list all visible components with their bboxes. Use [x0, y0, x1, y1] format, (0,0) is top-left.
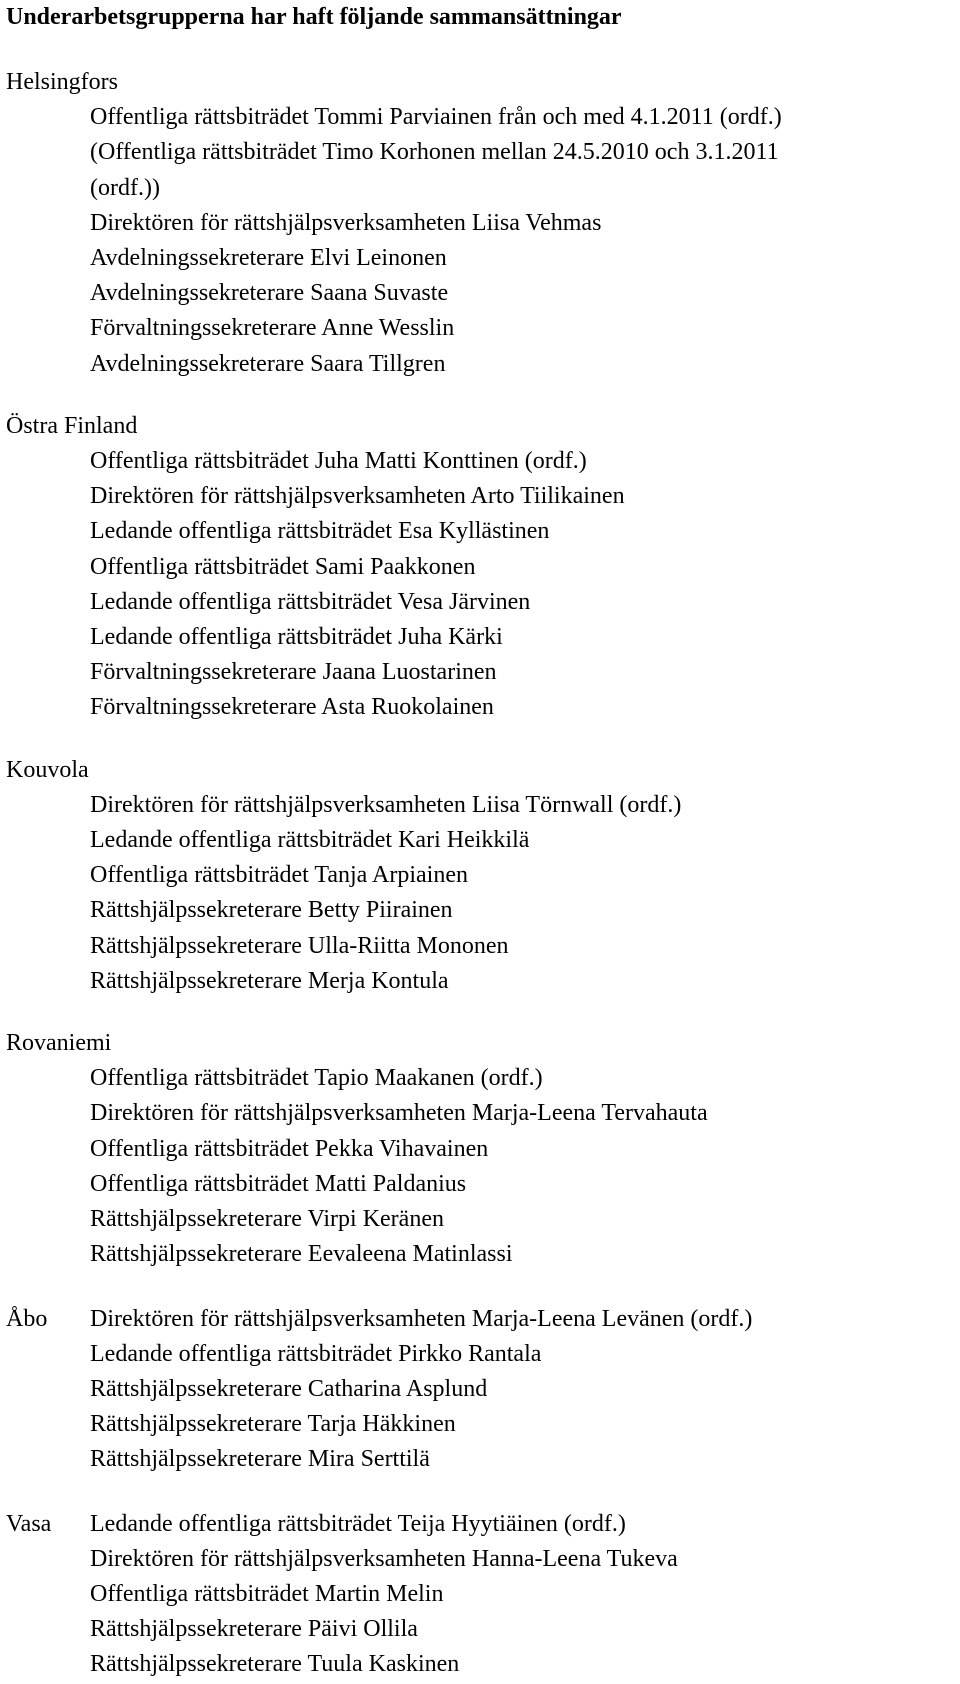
member-item: Förvaltningssekreterare Anne Wesslin [90, 315, 455, 342]
member-item: Offentliga rättsbiträdet Martin Melin [90, 1580, 444, 1607]
member-list [6, 1061, 956, 1272]
member-item: Ledande offentliga rättsbiträdet Vesa Järvinen [90, 588, 531, 615]
member-item: (Offentliga rättsbiträdet Timo Korhonen mellan 24.5.2010 och 3.1.2011 [90, 139, 779, 166]
member-list [90, 1507, 678, 1683]
document-heading: Underarbetsgrupperna har haft följande sammansättningar [6, 4, 622, 30]
member-list [6, 788, 956, 999]
region-title: Vasa [6, 1510, 52, 1537]
member-item: Ledande offentliga rättsbiträdet Teija Hyytiäinen (ordf.) [90, 1510, 626, 1537]
member-item: Offentliga rättsbiträdet Pekka Vihavainen [90, 1135, 489, 1162]
member-item: Offentliga rättsbiträdet Sami Paakkonen [90, 553, 476, 580]
region-title: Helsingfors [6, 69, 118, 95]
member-item: Förvaltningssekreterare Asta Ruokolainen [90, 694, 494, 721]
member-item: (ordf.)) [90, 174, 160, 201]
region-ostra-finland [6, 409, 956, 726]
member-list [6, 100, 956, 382]
member-item: Offentliga rättsbiträdet Tommi Parviainen från och med 4.1.2011 (ordf.) [90, 104, 782, 131]
member-item: Direktören för rättshjälpsverksamheten Arto Tiilikainen [90, 483, 625, 510]
region-title: Östra Finland [6, 412, 138, 439]
document [6, 0, 956, 1683]
member-list [90, 1302, 752, 1478]
member-item: Rättshjälpssekreterare Ulla-Riitta Mononen [90, 932, 509, 959]
member-item: Avdelningssekreterare Saana Suvaste [90, 280, 449, 307]
member-item: Offentliga rättsbiträdet Juha Matti Konttinen (ordf.) [90, 448, 587, 475]
member-item: Avdelningssekreterare Elvi Leinonen [90, 245, 447, 272]
member-item: Direktören för rättshjälpsverksamheten Liisa Vehmas [90, 209, 602, 236]
member-item: Direktören för rättshjälpsverksamheten Hanna-Leena Tukeva [90, 1545, 678, 1572]
member-list [6, 444, 956, 726]
region-rovaniemi [6, 1026, 956, 1272]
region-abo [6, 1302, 956, 1478]
region-kouvola [6, 753, 956, 999]
member-item: Rättshjälpssekreterare Catharina Asplund [90, 1375, 488, 1402]
member-item: Direktören för rättshjälpsverksamheten Marja-Leena Tervahauta [90, 1100, 708, 1127]
member-item: Offentliga rättsbiträdet Tapio Maakanen (ordf.) [90, 1065, 543, 1092]
member-item: Rättshjälpssekreterare Merja Kontula [90, 967, 449, 994]
member-item: Rättshjälpssekreterare Eevaleena Matinlassi [90, 1241, 513, 1268]
region-title: Kouvola [6, 756, 89, 783]
member-item: Offentliga rättsbiträdet Tanja Arpiainen [90, 862, 468, 889]
member-item: Rättshjälpssekreterare Tuula Kaskinen [90, 1651, 460, 1678]
member-item: Rättshjälpssekreterare Tarja Häkkinen [90, 1411, 456, 1438]
member-item: Ledande offentliga rättsbiträdet Pirkko Rantala [90, 1340, 542, 1367]
member-item: Rättshjälpssekreterare Betty Piirainen [90, 897, 453, 924]
region-title: Rovaniemi [6, 1030, 112, 1057]
region-title: Åbo [6, 1305, 48, 1332]
region-vasa [6, 1507, 956, 1683]
member-item: Offentliga rättsbiträdet Matti Paldanius [90, 1170, 467, 1197]
member-item: Ledande offentliga rättsbiträdet Juha Kärki [90, 624, 503, 651]
member-item: Rättshjälpssekreterare Mira Serttilä [90, 1446, 430, 1473]
member-item: Ledande offentliga rättsbiträdet Esa Kyllästinen [90, 518, 550, 545]
member-item: Direktören för rättshjälpsverksamheten Liisa Törnwall (ordf.) [90, 791, 682, 818]
member-item: Ledande offentliga rättsbiträdet Kari Heikkilä [90, 827, 530, 854]
region-helsingfors [6, 65, 956, 382]
member-item: Rättshjälpssekreterare Päivi Ollila [90, 1616, 418, 1643]
member-item: Avdelningssekreterare Saara Tillgren [90, 350, 446, 377]
member-item: Rättshjälpssekreterare Virpi Keränen [90, 1206, 444, 1233]
member-item: Förvaltningssekreterare Jaana Luostarinen [90, 659, 497, 686]
member-item: Direktören för rättshjälpsverksamheten Marja-Leena Levänen (ordf.) [90, 1305, 753, 1332]
